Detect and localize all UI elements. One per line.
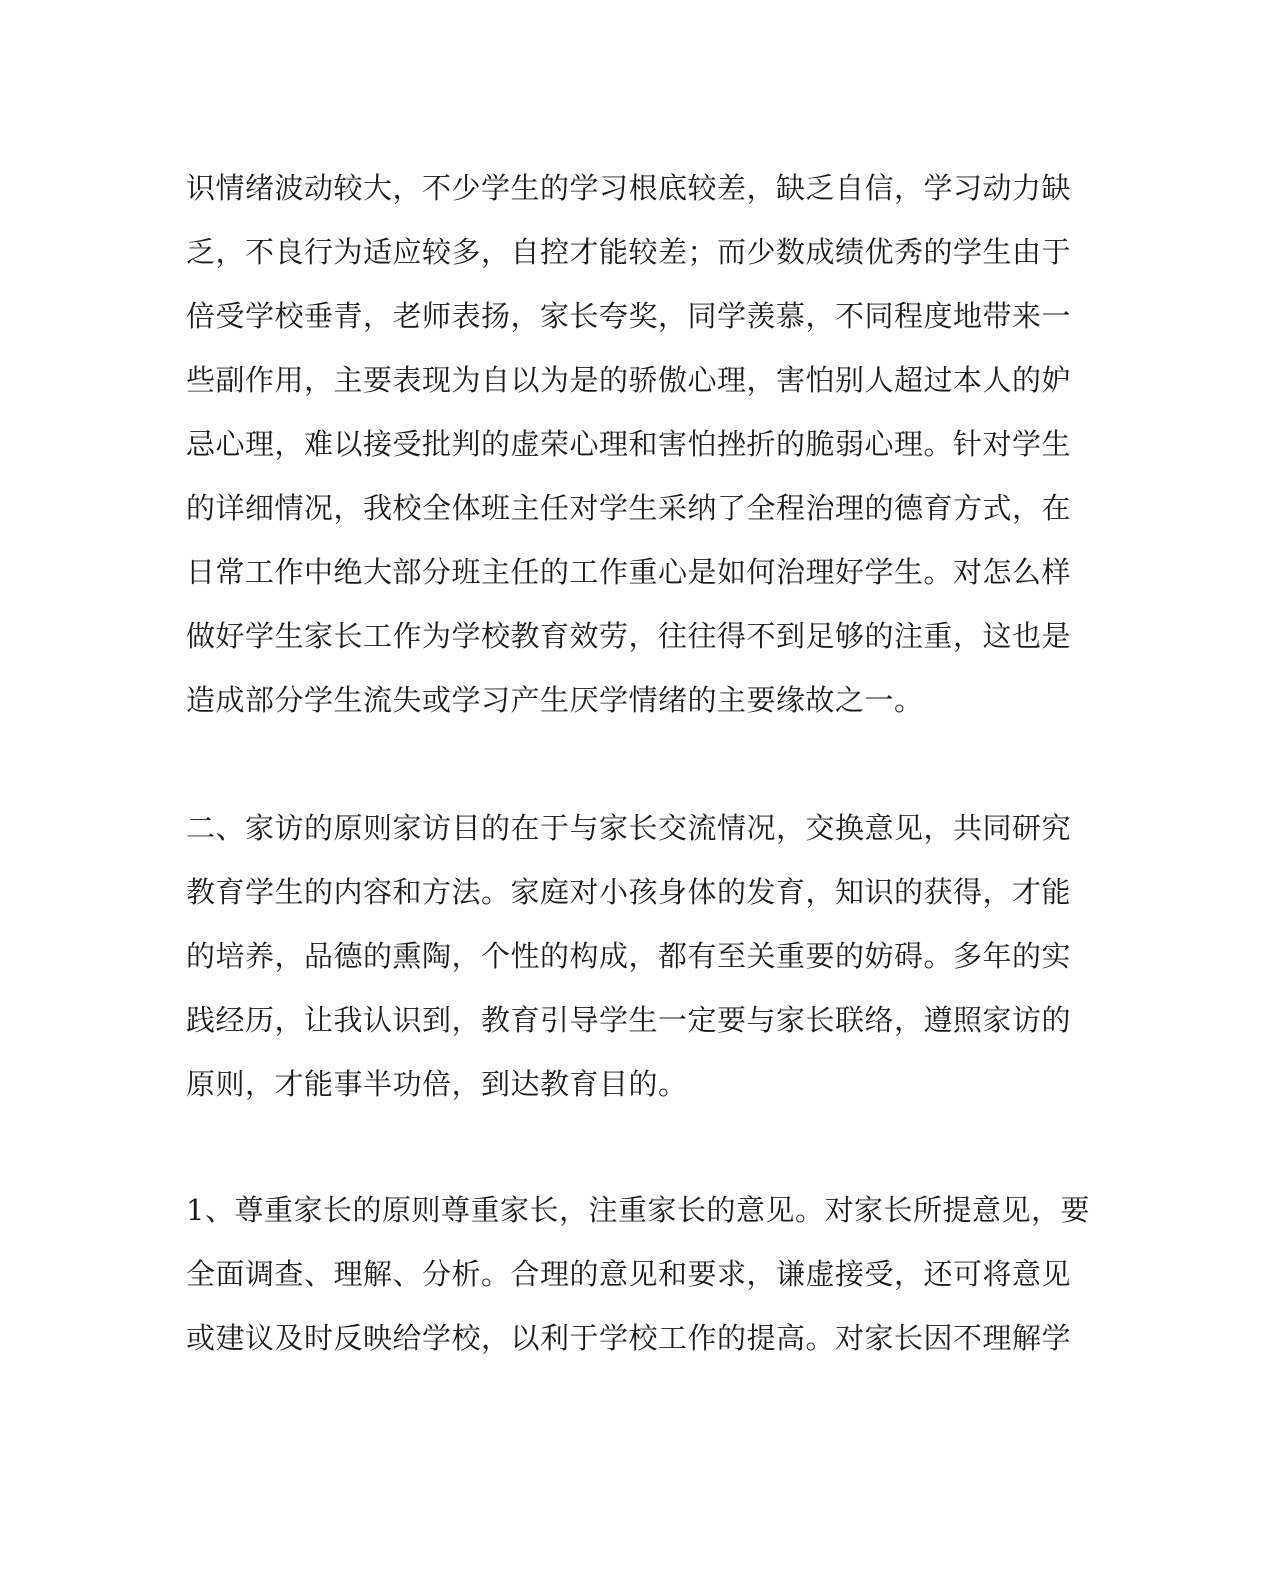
text-line: 的培养，品德的熏陶，个性的构成，都有至关重要的妨碍。多年的实	[186, 939, 1072, 973]
text-line: 原则，才能事半功倍，到达教育目的。	[186, 1067, 688, 1101]
paragraph-respect-parents	[186, 1178, 1090, 1370]
text-line: 的详细情况，我校全体班主任对学生采纳了全程治理的德育方式，在	[186, 491, 1072, 525]
text-line: 1、尊重家长的原则尊重家长，注重家长的意见。对家长所提意见，要	[186, 1193, 1090, 1227]
text-line: 忌心理，难以接受批判的虚荣心理和害怕挫折的脆弱心理。针对学生	[186, 427, 1072, 461]
text-line: 做好学生家长工作为学校教育效劳，往往得不到足够的注重，这也是	[186, 619, 1072, 653]
text-line: 造成部分学生流失或学习产生厌学情绪的主要缘故之一。	[186, 683, 924, 717]
paragraph-background	[186, 156, 1072, 732]
text-line: 全面调查、理解、分析。合理的意见和要求，谦虚接受，还可将意见	[186, 1257, 1072, 1291]
text-line: 或建议及时反映给学校，以利于学校工作的提高。对家长因不理解学	[186, 1321, 1072, 1355]
text-line: 教育学生的内容和方法。家庭对小孩身体的发育，知识的获得，才能	[186, 875, 1072, 909]
text-line: 二、家访的原则家访目的在于与家长交流情况，交换意见，共同研究	[186, 811, 1072, 845]
text-line: 识情绪波动较大，不少学生的学习根底较差，缺乏自信，学习动力缺	[186, 171, 1072, 205]
text-line: 些副作用，主要表现为自以为是的骄傲心理，害怕别人超过本人的妒	[186, 363, 1072, 397]
paragraph-home-visit-principles	[186, 796, 1072, 1116]
text-line: 倍受学校垂青，老师表扬，家长夸奖，同学羡慕，不同程度地带来一	[186, 299, 1072, 333]
text-line: 乏，不良行为适应较多，自控才能较差；而少数成绩优秀的学生由于	[186, 235, 1072, 269]
text-line: 践经历，让我认识到，教育引导学生一定要与家长联络，遵照家访的	[186, 1003, 1072, 1037]
text-line: 日常工作中绝大部分班主任的工作重心是如何治理好学生。对怎么样	[186, 555, 1072, 589]
